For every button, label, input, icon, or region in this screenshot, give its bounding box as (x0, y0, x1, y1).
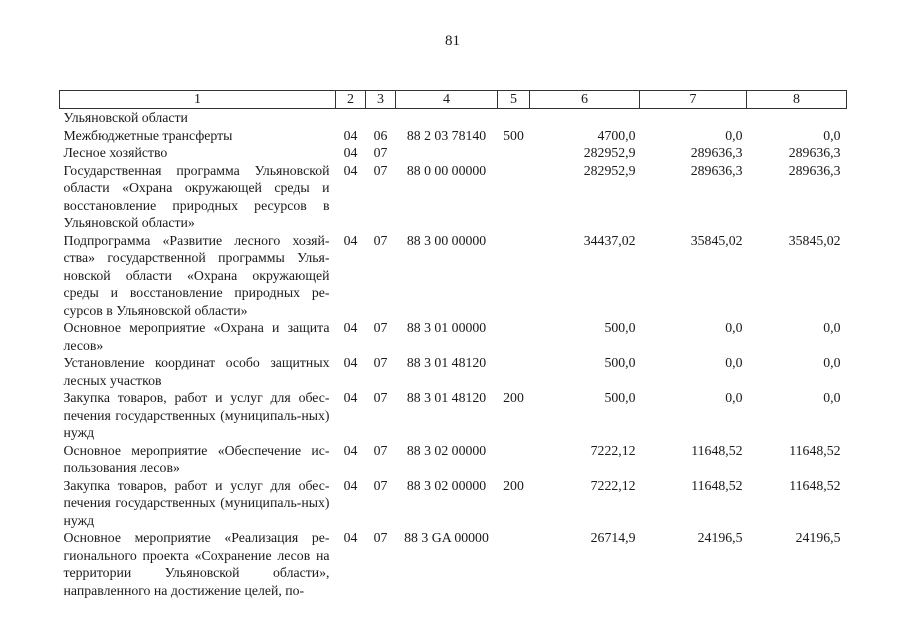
amount-col6-cell: 7222,12 (590, 442, 636, 458)
amount-col6-cell: 282952,9 (583, 162, 636, 178)
amount-col7-cell: 289636,3 (690, 162, 743, 178)
amount-col8-cell: 0,0 (823, 390, 841, 405)
target-article-cell: 88 3 01 00000 (406, 320, 487, 335)
section-code-cell: 04 (343, 530, 358, 545)
amount-col8-cell: 35845,02 (788, 232, 841, 248)
amount-col7-cell (640, 109, 747, 127)
section-code-cell (336, 109, 366, 127)
section-code-cell: 04 (343, 162, 358, 178)
amount-col6-cell: 4700,0 (597, 127, 636, 143)
page-number: 81 (445, 33, 460, 49)
row-name-cell: Подпрограмма «Развитие лесного хозяй-ства» государственной программы Улья-новской области «Охрана окружающей среды и восстановление природных ре-сурсов в Ульяновской области» (63, 232, 330, 318)
amount-col6-cell: 500,0 (604, 320, 636, 335)
table-row (60, 389, 847, 442)
amount-col6-cell: 500,0 (604, 355, 636, 370)
amount-col6-cell: 34437,02 (583, 232, 636, 248)
section-code-cell: 04 (343, 320, 358, 335)
subsection-code-cell: 07 (373, 390, 388, 405)
row-name-cell: Основное мероприятие «Охрана и защита лесов» (63, 320, 330, 353)
target-article-cell: 88 3 00 00000 (406, 232, 487, 248)
section-code-cell: 04 (343, 442, 358, 458)
subsection-code-cell: 07 (373, 530, 388, 545)
subsection-code-cell (366, 109, 396, 127)
row-name-cell: Основное мероприятие «Обеспечение ис-пользования лесов» (63, 442, 330, 475)
subsection-code-cell: 07 (373, 320, 388, 335)
subsection-code-cell: 07 (373, 162, 388, 178)
table-row (60, 529, 847, 599)
table-row (60, 109, 847, 127)
amount-col7-cell: 0,0 (725, 390, 743, 405)
header-cell: 4 (396, 91, 498, 109)
table-row (60, 232, 847, 320)
amount-col7-cell: 289636,3 (690, 145, 743, 160)
row-name-cell: Основное мероприятие «Реализация ре-гионального проекта «Сохранение лесов на территории Ульяновской области», направленного на достижение целей, по- (63, 530, 330, 598)
subsection-code-cell: 07 (373, 145, 388, 160)
header-cell: 8 (747, 91, 847, 109)
expense-type-cell: 200 (503, 477, 524, 493)
expense-type-cell (498, 319, 530, 354)
subsection-code-cell: 07 (373, 232, 388, 248)
expense-type-cell: 200 (503, 390, 524, 405)
amount-col6-cell: 282952,9 (583, 145, 636, 160)
amount-col6-cell: 7222,12 (590, 477, 636, 493)
section-code-cell: 04 (343, 127, 358, 143)
expense-type-cell (498, 232, 530, 320)
subsection-code-cell: 06 (373, 127, 388, 143)
table-row (60, 354, 847, 389)
amount-col7-cell: 35845,02 (690, 232, 743, 248)
amount-col7-cell: 0,0 (725, 320, 743, 335)
amount-col8-cell: 289636,3 (788, 145, 841, 160)
table-row (60, 319, 847, 354)
target-article-cell: 88 3 02 00000 (406, 477, 487, 493)
row-name-cell: Закупка товаров, работ и услуг для обес-печения государственных (муниципаль-ных) нужд (63, 477, 330, 528)
header-row (60, 91, 847, 109)
amount-col8-cell: 0,0 (823, 355, 841, 370)
target-article-cell: 88 3 01 48120 (406, 355, 487, 370)
expense-type-cell (498, 162, 530, 232)
amount-col7-cell: 0,0 (725, 127, 743, 143)
target-article-cell (396, 109, 498, 127)
target-article-cell: 88 3 GA 00000 (404, 530, 489, 545)
expense-type-cell (498, 354, 530, 389)
amount-col6-cell (530, 109, 640, 127)
budget-table (59, 90, 847, 599)
row-name-cell: Межбюджетные трансферты (63, 127, 233, 143)
table-row (60, 442, 847, 477)
target-article-cell: 88 0 00 00000 (406, 162, 487, 178)
expense-type-cell (498, 442, 530, 477)
row-name-cell: Ульяновской области (63, 110, 188, 125)
expense-type-cell (498, 529, 530, 599)
amount-col7-cell: 24196,5 (697, 530, 743, 545)
expense-type-cell: 500 (503, 127, 524, 143)
amount-col6-cell: 26714,9 (590, 530, 636, 545)
section-code-cell: 04 (343, 355, 358, 370)
row-name-cell: Установление координат особо защитных лесных участков (63, 355, 330, 388)
section-code-cell: 04 (343, 477, 358, 493)
target-article-cell: 88 3 01 48120 (406, 390, 487, 405)
header-cell: 5 (498, 91, 530, 109)
section-code-cell: 04 (343, 232, 358, 248)
header-cell: 2 (336, 91, 366, 109)
expense-type-cell (498, 109, 530, 127)
target-article-cell: 88 2 03 78140 (406, 127, 487, 143)
header-cell: 6 (530, 91, 640, 109)
subsection-code-cell: 07 (373, 477, 388, 493)
amount-col8-cell: 24196,5 (795, 530, 841, 545)
header-cell: 7 (640, 91, 747, 109)
amount-col8-cell: 11648,52 (789, 442, 841, 458)
header-cell: 3 (366, 91, 396, 109)
amount-col8-cell: 0,0 (823, 320, 841, 335)
amount-col8-cell: 289636,3 (788, 162, 841, 178)
subsection-code-cell: 07 (373, 355, 388, 370)
header-cell: 1 (60, 91, 336, 109)
amount-col7-cell: 0,0 (725, 355, 743, 370)
section-code-cell: 04 (343, 390, 358, 405)
row-name-cell: Государственная программа Ульяновской области «Охрана окружающей среды и восстановление природных ресурсов в Ульяновской области» (63, 162, 330, 230)
target-article-cell: 88 3 02 00000 (406, 442, 487, 458)
expense-type-cell (498, 144, 530, 162)
target-article-cell (396, 144, 498, 162)
amount-col8-cell: 11648,52 (789, 477, 841, 493)
table-row (60, 127, 847, 145)
amount-col7-cell: 11648,52 (691, 477, 743, 493)
table-row (60, 144, 847, 162)
row-name-cell: Лесное хозяйство (63, 145, 168, 160)
table-row (60, 162, 847, 232)
table-row (60, 477, 847, 530)
subsection-code-cell: 07 (373, 442, 388, 458)
section-code-cell: 04 (343, 145, 358, 160)
amount-col8-cell (747, 109, 847, 127)
amount-col6-cell: 500,0 (604, 390, 636, 405)
amount-col8-cell: 0,0 (823, 127, 841, 143)
row-name-cell: Закупка товаров, работ и услуг для обес-печения государственных (муниципаль-ных) нужд (63, 390, 330, 440)
amount-col7-cell: 11648,52 (691, 442, 743, 458)
